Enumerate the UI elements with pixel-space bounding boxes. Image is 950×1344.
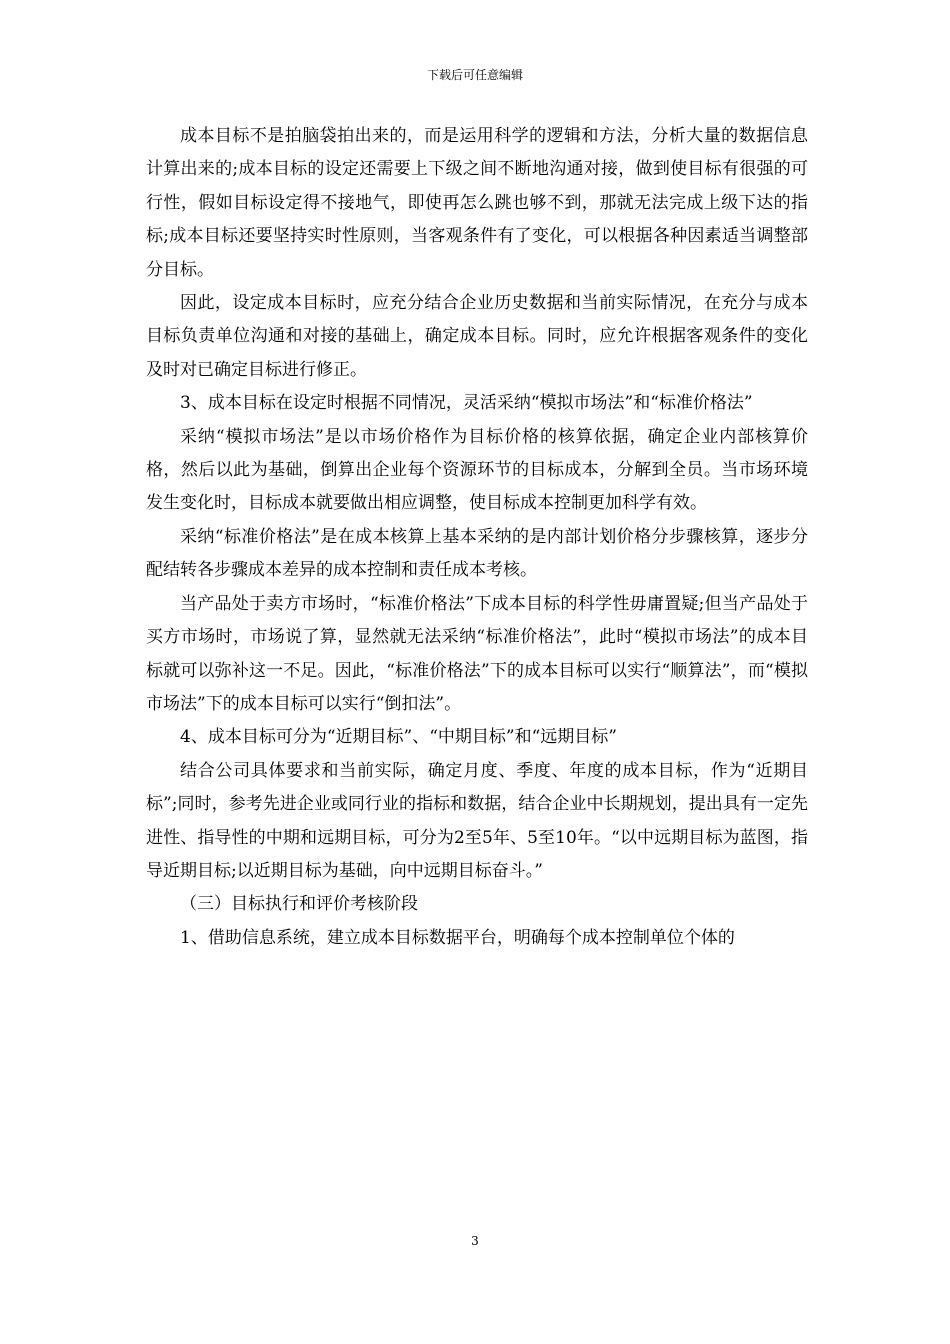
paragraph-info-system: 1、借助信息系统，建立成本目标数据平台，明确每个成本控制单位个体的 bbox=[180, 927, 735, 948]
heading-4-target-periods: 4、成本目标可分为“近期目标”、“中期目标”和“远期目标” bbox=[180, 727, 617, 748]
paragraph-1: 成本目标不是拍脑袋拍出来的，而是运用科学的逻辑和方法，分析大量的数据信息计算出来的;成本目标的设定还需要上下级之间不断地沟通对接，做到使目标有很强的可行性，假如目标设定得不接地气，即使再怎么跳也够不到，那就无法完成上级下达的指标;成本目标还要坚持实时性原则，当客观条件有了变化，可以根据各种因素适当调整部分目标。 bbox=[146, 126, 808, 280]
section-heading-execution: （三）目标执行和评价考核阶段 bbox=[180, 894, 418, 915]
page-number: 3 bbox=[471, 1234, 479, 1248]
document-body bbox=[146, 120, 808, 955]
paragraph-2: 因此，设定成本目标时，应充分结合企业历史数据和当前实际情况，在充分与成本目标负责单位沟通和对接的基础上，确定成本目标。同时，应允许根据客观条件的变化及时对已确定目标进行修正。 bbox=[146, 293, 808, 380]
paragraph-market-conditions: 当产品处于卖方市场时，“标准价格法”下成本目标的科学性毋庸置疑;但当产品处于买方市场时，市场说了算，显然就无法采纳“标准价格法”，此时“模拟市场法”的成本目标就可以弥补这一不足。因此，“标准价格法”下的成本目标可以实行“顺算法”，而“模拟市场法”下的成本目标可以实行“倒扣法”。 bbox=[146, 593, 808, 714]
heading-3-flexible-methods: 3、成本目标在设定时根据不同情况，灵活采纳“模拟市场法”和“标准价格法” bbox=[180, 393, 753, 414]
paragraph-target-periods: 结合公司具体要求和当前实际，确定月度、季度、年度的成本目标，作为“近期目标”;同时，参考先进企业或同行业的指标和数据，结合企业中长期规划，提出具有一定先进性、指导性的中期和远期目标，可分为2至5年、5至10年。“以中远期目标为蓝图，指导近期目标;以近期目标为基础，向中远期目标奋斗。” bbox=[146, 760, 808, 881]
paragraph-standard-price: 采纳“标准价格法”是在成本核算上基本采纳的是内部计划价格分步骤核算，逐步分配结转各步骤成本差异的成本控制和责任成本考核。 bbox=[146, 526, 808, 581]
paragraph-simulated-market: 采纳“模拟市场法”是以市场价格作为目标价格的核算依据，确定企业内部核算价格，然后以此为基础，倒算出企业每个资源环节的目标成本，分解到全员。当市场环境发生变化时，目标成本就要做出相应调整，使目标成本控制更加科学有效。 bbox=[146, 426, 808, 514]
page-header: 下载后可任意编辑 bbox=[426, 68, 523, 82]
